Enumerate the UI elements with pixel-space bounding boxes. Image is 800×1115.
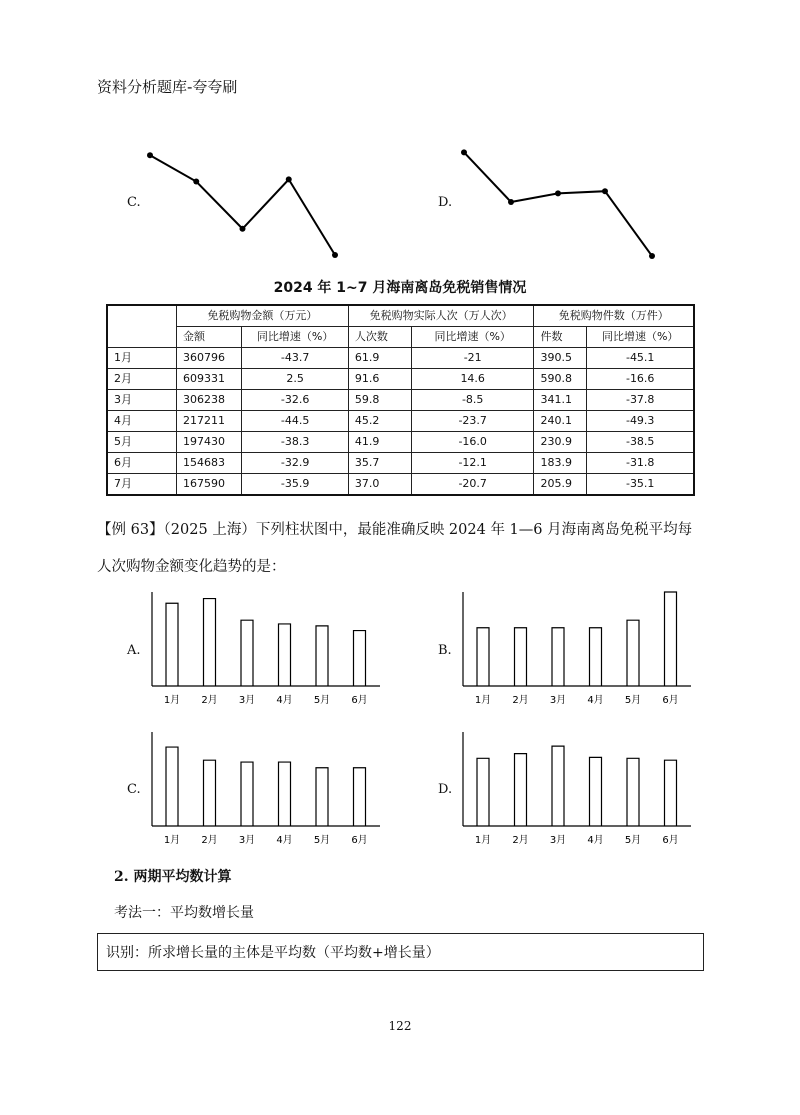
- table-row: [107, 411, 694, 432]
- sub-header: 同比增速（%）: [242, 327, 348, 348]
- bar: [166, 747, 178, 826]
- table-row: [107, 453, 694, 474]
- table-cell: -44.5: [242, 411, 348, 432]
- bar: [552, 746, 564, 826]
- table-cell: 390.5: [534, 348, 587, 369]
- bar-chart-option-c: [148, 732, 388, 852]
- table-cell: 197430: [177, 432, 242, 453]
- tick-label: 2月: [512, 695, 529, 706]
- section-title: 2. 两期平均数计算: [114, 869, 232, 885]
- sub-header: 人次数: [348, 327, 411, 348]
- table-cell: -20.7: [411, 474, 534, 496]
- option-d-label: D.: [438, 195, 453, 210]
- bar: [590, 628, 602, 686]
- table-row: [107, 348, 694, 369]
- table-cell: -35.1: [587, 474, 694, 496]
- group-header-items: 免税购物件数（万件）: [534, 305, 694, 327]
- tick-label: 1月: [474, 835, 492, 846]
- table-cell: -35.9: [242, 474, 348, 496]
- tick-label: 6月: [351, 835, 368, 846]
- table-cell: 14.6: [411, 369, 534, 390]
- line-chart-option-d: [464, 148, 659, 256]
- tick-label: 1月: [163, 695, 181, 706]
- bar-chart-option-b: [459, 592, 699, 712]
- table-cell: 590.8: [534, 369, 587, 390]
- bar-option-c-label: C.: [127, 782, 141, 797]
- series-line: [150, 155, 335, 255]
- table-cell: -21: [411, 348, 534, 369]
- table-cell: 61.9: [348, 348, 411, 369]
- bar: [316, 768, 328, 826]
- table-cell: 154683: [177, 453, 242, 474]
- tip-text: 识别：所求增长量的主体是平均数（平均数+增长量）: [106, 945, 440, 961]
- data-point: [240, 226, 246, 232]
- tick-label: 6月: [662, 695, 679, 706]
- question-line-2: 人次购物金额变化趋势的是：: [97, 559, 286, 575]
- table-group-header-row: [107, 305, 694, 327]
- data-point: [649, 253, 655, 259]
- tick-label: 5月: [624, 835, 642, 846]
- data-point: [286, 176, 292, 182]
- tick-label: 2月: [201, 835, 218, 846]
- table-row: [107, 474, 694, 496]
- data-point: [602, 188, 608, 194]
- row-month-cell: 6月: [107, 453, 177, 474]
- tick-label: 6月: [662, 835, 679, 846]
- bar-option-d-label: D.: [438, 782, 453, 797]
- tick-label: 4月: [587, 695, 604, 706]
- tick-label: 3月: [238, 695, 256, 706]
- table-cell: 45.2: [348, 411, 411, 432]
- bar: [552, 628, 564, 686]
- bar: [627, 620, 639, 686]
- table-cell: 205.9: [534, 474, 587, 496]
- bar: [477, 628, 489, 686]
- table-cell: -16.0: [411, 432, 534, 453]
- bar-chart-option-a: [148, 592, 388, 712]
- bar: [515, 628, 527, 686]
- tick-label: 3月: [549, 835, 567, 846]
- tick-label: 2月: [201, 695, 218, 706]
- table-cell: -16.6: [587, 369, 694, 390]
- table-cell: -32.6: [242, 390, 348, 411]
- tick-label: 4月: [587, 835, 604, 846]
- row-month-cell: 7月: [107, 474, 177, 496]
- bar: [204, 760, 216, 826]
- table-cell: 306238: [177, 390, 242, 411]
- table-cell: -45.1: [587, 348, 694, 369]
- table-cell: 41.9: [348, 432, 411, 453]
- sub-header: 同比增速（%）: [587, 327, 694, 348]
- tick-label: 3月: [549, 695, 567, 706]
- table-cell: -8.5: [411, 390, 534, 411]
- data-point: [332, 252, 338, 258]
- bar: [477, 758, 489, 826]
- table-cell: 37.0: [348, 474, 411, 496]
- table-cell: 167590: [177, 474, 242, 496]
- tick-label: 1月: [163, 835, 181, 846]
- series-line: [464, 152, 652, 256]
- tick-label: 6月: [351, 695, 368, 706]
- method-title: 考法一：平均数增长量: [114, 905, 254, 921]
- table-cell: -49.3: [587, 411, 694, 432]
- bar: [316, 626, 328, 686]
- bar-chart-option-d: [459, 732, 699, 852]
- row-month-cell: 5月: [107, 432, 177, 453]
- bar: [354, 768, 366, 826]
- tick-label: 5月: [624, 695, 642, 706]
- table-cell: 341.1: [534, 390, 587, 411]
- bar: [204, 599, 216, 686]
- bar: [665, 592, 677, 686]
- table-row: [107, 432, 694, 453]
- table-cell: -32.9: [242, 453, 348, 474]
- bar: [279, 624, 291, 686]
- tick-label: 1月: [474, 695, 492, 706]
- tick-label: 5月: [313, 835, 331, 846]
- question-line-1: 【例 63】（2025 上海）下列柱状图中，最能准确反映 2024 年 1—6 月海南离岛免税平均每: [97, 522, 693, 538]
- data-point: [147, 152, 153, 158]
- sub-header: 件数: [534, 327, 587, 348]
- line-chart-option-c: [150, 150, 340, 255]
- bar-option-a-label: A.: [127, 643, 141, 658]
- table-sub-header-row: [107, 327, 694, 348]
- table-cell: 230.9: [534, 432, 587, 453]
- sub-header: 同比增速（%）: [411, 327, 534, 348]
- bar: [627, 758, 639, 826]
- table-cell: -38.3: [242, 432, 348, 453]
- sub-header: 金额: [177, 327, 242, 348]
- page-number: 122: [388, 1019, 412, 1033]
- sales-table: [106, 304, 695, 496]
- bar: [241, 620, 253, 686]
- row-month-cell: 2月: [107, 369, 177, 390]
- group-header-amount: 免税购物金额（万元）: [177, 305, 349, 327]
- data-point: [193, 179, 199, 185]
- table-cell: 91.6: [348, 369, 411, 390]
- row-month-cell: 3月: [107, 390, 177, 411]
- tick-label: 5月: [313, 695, 331, 706]
- table-row: [107, 390, 694, 411]
- data-point: [461, 149, 467, 155]
- tick-label: 4月: [276, 835, 293, 846]
- tick-label: 3月: [238, 835, 256, 846]
- bar: [665, 760, 677, 826]
- table-cell: 183.9: [534, 453, 587, 474]
- row-month-cell: 1月: [107, 348, 177, 369]
- table-cell: 240.1: [534, 411, 587, 432]
- tip-box: [97, 933, 704, 971]
- tick-label: 2月: [512, 835, 529, 846]
- bar: [515, 754, 527, 826]
- page-header: 资料分析题库-夸夸刷: [97, 78, 238, 96]
- bar: [166, 603, 178, 686]
- group-header-visits: 免税购物实际人次（万人次）: [348, 305, 534, 327]
- data-point: [508, 199, 514, 205]
- bar: [241, 762, 253, 826]
- table-cell: -31.8: [587, 453, 694, 474]
- tick-label: 4月: [276, 695, 293, 706]
- table-cell: 360796: [177, 348, 242, 369]
- table-cell: -23.7: [411, 411, 534, 432]
- table-corner-cell: [107, 305, 177, 348]
- table-cell: 2.5: [242, 369, 348, 390]
- table-cell: 609331: [177, 369, 242, 390]
- table-cell: 35.7: [348, 453, 411, 474]
- table-cell: 59.8: [348, 390, 411, 411]
- table-cell: 217211: [177, 411, 242, 432]
- data-point: [555, 190, 561, 196]
- option-c-label: C.: [127, 195, 141, 210]
- table-cell: -12.1: [411, 453, 534, 474]
- table-title: 2024 年 1~7 月海南离岛免税销售情况: [273, 280, 527, 296]
- bar: [354, 631, 366, 686]
- bar-option-b-label: B.: [438, 643, 452, 658]
- row-month-cell: 4月: [107, 411, 177, 432]
- bar: [590, 757, 602, 826]
- table-cell: -43.7: [242, 348, 348, 369]
- bar: [279, 762, 291, 826]
- table-cell: -38.5: [587, 432, 694, 453]
- table-cell: -37.8: [587, 390, 694, 411]
- table-row: [107, 369, 694, 390]
